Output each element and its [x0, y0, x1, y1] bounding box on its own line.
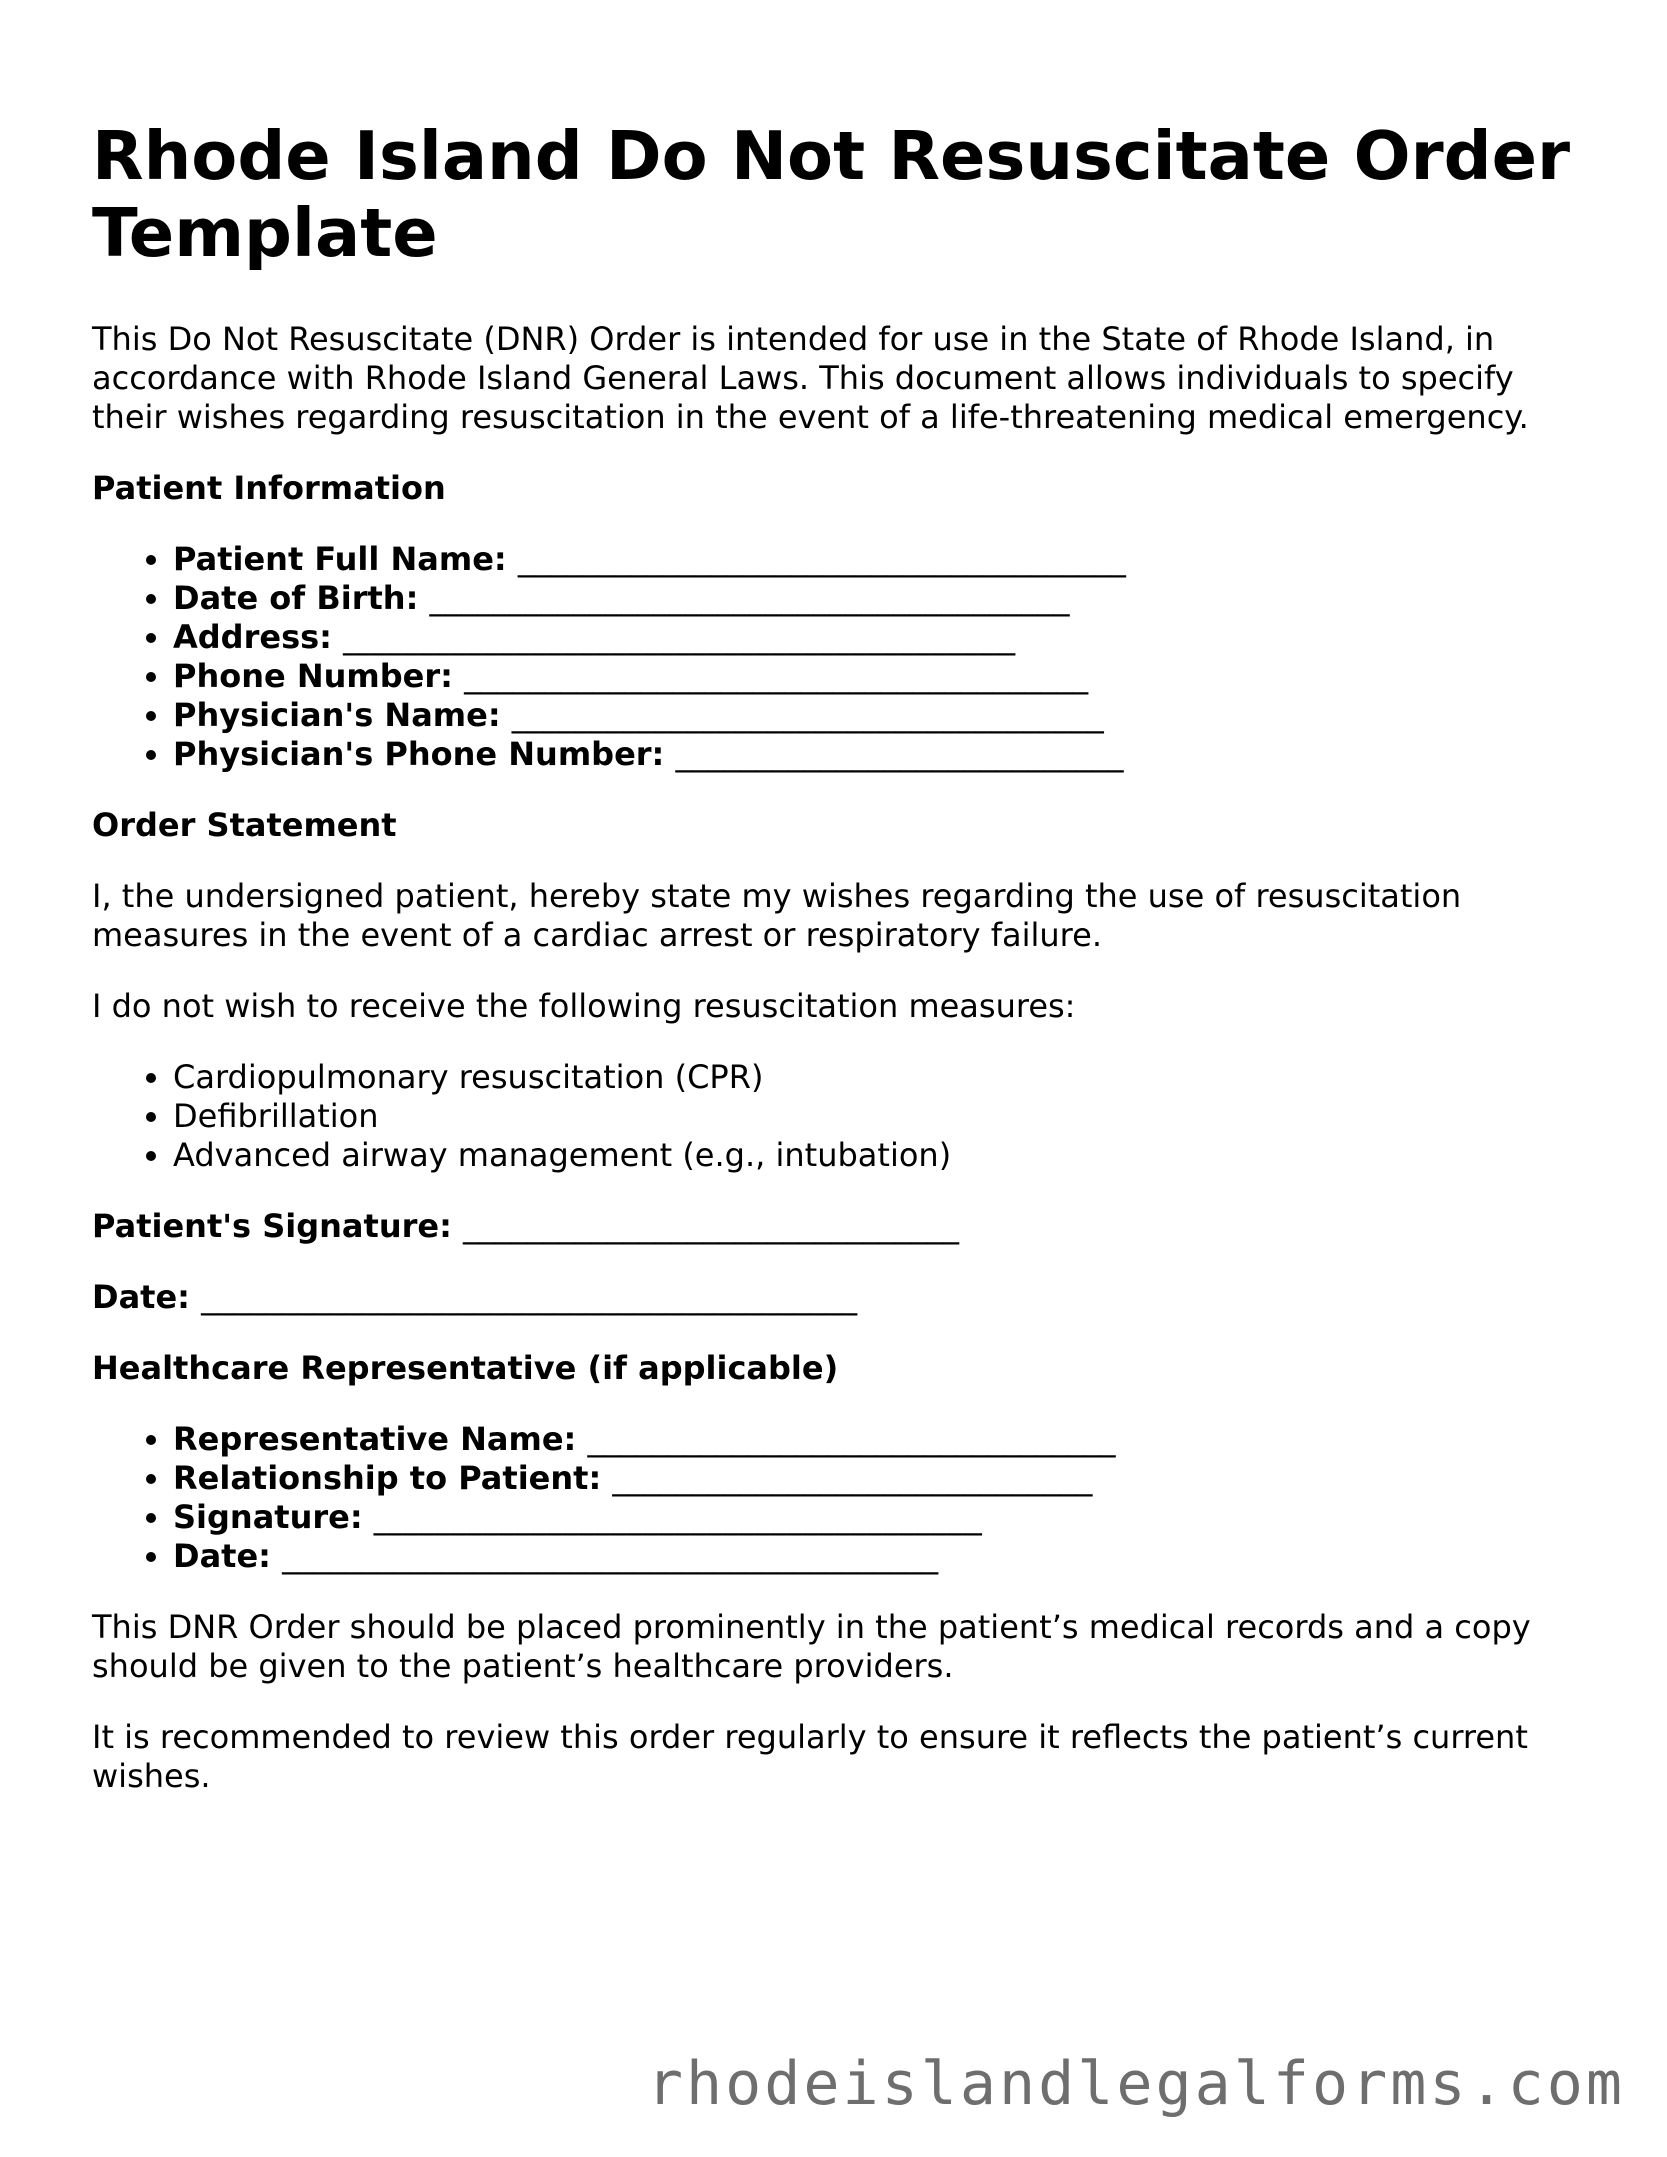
watermark: rhodeislandlegalforms.com — [646, 2049, 1625, 2119]
fill-line[interactable]: _________________________________ — [587, 1420, 1116, 1458]
field-label: Date: — [173, 1537, 271, 1575]
fill-line[interactable]: ____________________________ — [675, 735, 1124, 773]
list-item: • Defibrillation — [173, 1097, 1592, 1136]
fill-line[interactable]: __________________________________________ — [343, 618, 1016, 656]
fill-line[interactable]: _______________________________ — [463, 1207, 960, 1245]
field-relationship[interactable] — [173, 1459, 1592, 1498]
measures-list — [92, 1058, 1592, 1175]
field-label: Relationship to Patient: — [173, 1459, 602, 1497]
fill-line[interactable]: _______________________________________ — [464, 657, 1089, 695]
patient-signature-field[interactable] — [92, 1207, 1592, 1246]
patient-date-field[interactable] — [92, 1278, 1592, 1317]
fill-line[interactable]: ______________________________ — [612, 1459, 1093, 1497]
field-representative-name[interactable] — [173, 1420, 1592, 1459]
field-label: Signature: — [173, 1498, 363, 1536]
document-page — [92, 118, 1592, 1828]
measures-intro: I do not wish to receive the following resuscitation measures: — [92, 987, 1076, 1025]
field-representative-signature[interactable] — [173, 1498, 1592, 1537]
order-statement-paragraph: I, the undersigned patient, hereby state my wishes regarding the use of resuscitation measures in the event of a cardiac arrest or respiratory failure. — [92, 877, 1462, 954]
fill-line[interactable]: _____________________________________ — [511, 696, 1104, 734]
order-statement-heading: Order Statement — [92, 806, 397, 844]
fill-line[interactable]: ______________________________________ — [517, 540, 1126, 578]
field-label: Patient's Signature: — [92, 1207, 452, 1245]
representative-heading: Healthcare Representative (if applicable) — [92, 1349, 839, 1387]
field-patient-full-name[interactable] — [173, 540, 1592, 579]
field-physician-name[interactable] — [173, 696, 1592, 735]
list-item: • Cardiopulmonary resuscitation (CPR) — [173, 1058, 1592, 1097]
field-address[interactable] — [173, 618, 1592, 657]
fill-line[interactable]: _________________________________________ — [201, 1278, 858, 1316]
fill-line[interactable]: ________________________________________ — [429, 579, 1070, 617]
field-label: Phone Number: — [173, 657, 453, 695]
fill-line[interactable]: _________________________________________ — [282, 1537, 939, 1575]
field-label: Physician's Name: — [173, 696, 501, 734]
field-label: Address: — [173, 618, 332, 656]
field-label: Patient Full Name: — [173, 540, 507, 578]
field-representative-date[interactable] — [173, 1537, 1592, 1576]
field-phone-number[interactable] — [173, 657, 1592, 696]
field-label: Date: — [92, 1278, 190, 1316]
patient-info-heading: Patient Information — [92, 469, 446, 507]
list-item: • Advanced airway management (e.g., intubation) — [173, 1136, 1592, 1175]
representative-list — [92, 1420, 1592, 1576]
closing-paragraph-2: It is recommended to review this order regularly to ensure it reflects the patient’s current wishes. — [92, 1718, 1528, 1795]
field-label: Physician's Phone Number: — [173, 735, 665, 773]
fill-line[interactable]: ______________________________________ — [373, 1498, 982, 1536]
intro-paragraph: This Do Not Resuscitate (DNR) Order is intended for use in the State of Rhode Island, in accordance with Rhode Island General Laws. This document allows individuals to specify their wishes regarding resuscitation in the event of a life-threatening medical emergency. — [92, 320, 1529, 436]
field-label: Date of Birth: — [173, 579, 419, 617]
closing-paragraph-1: This DNR Order should be placed prominently in the patient’s medical records and a copy should be given to the patient’s healthcare providers. — [92, 1608, 1531, 1685]
field-date-of-birth[interactable] — [173, 579, 1592, 618]
field-physician-phone[interactable] — [173, 735, 1592, 774]
page-title: Rhode Island Do Not Resuscitate Order Template — [92, 117, 1571, 272]
field-label: Representative Name: — [173, 1420, 577, 1458]
patient-info-list — [92, 540, 1592, 774]
